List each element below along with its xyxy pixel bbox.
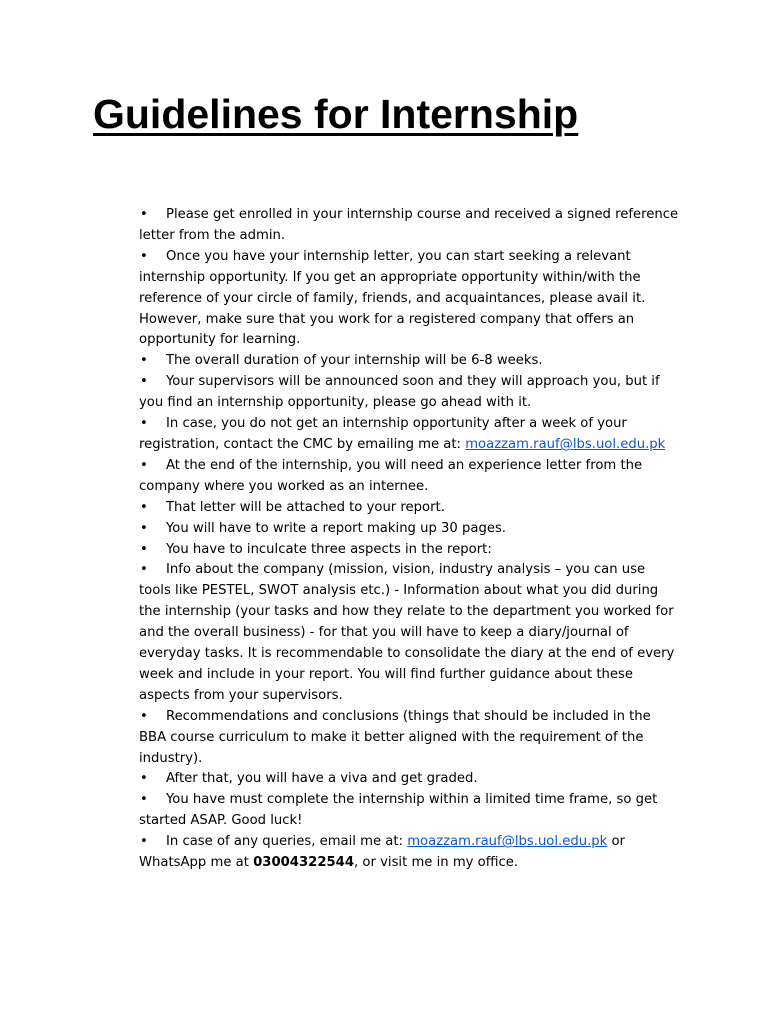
list-item (139, 540, 679, 561)
list-item-text: Recommendations and conclusions (things that should be included in the BBA course curriculum to make it better aligned with the requirement of the industry). (139, 708, 651, 766)
list-item (139, 351, 679, 372)
bullet-icon: • (140, 520, 148, 536)
bullet-icon: • (140, 708, 148, 724)
list-item (139, 790, 679, 832)
bullet-icon: • (140, 834, 148, 850)
bullet-icon: • (140, 792, 148, 808)
list-item-text: Info about the company (mission, vision, industry analysis – you can use tools like PESTEL, SWOT analysis etc.) - Information about what you did during the internship (your tasks and how they relate to the department you worked for and the overall business) - for that you will have to keep a diary/journal of everyday tasks. It is recommendable to consolidate the diary at the end of every week and include in your report. You will find further guidance about these aspects from your supervisors. (139, 562, 675, 703)
bullet-icon: • (140, 562, 148, 578)
list-item (139, 769, 679, 790)
list-item-text: Please get enrolled in your internship course and received a signed reference letter from the admin. (139, 207, 679, 243)
guidelines-list (139, 205, 679, 874)
list-item-text: You have to inculcate three aspects in the report: (166, 541, 492, 557)
page-title: Guidelines for Internship (93, 91, 579, 137)
list-item (139, 414, 679, 456)
list-item-text: At the end of the internship, you will need an experience letter from the company where you worked as an internee. (139, 457, 643, 494)
whatsapp-phone-number: 03004322544 (253, 855, 355, 871)
list-item-text: Your supervisors will be announced soon and they will approach you, but if you find an internship opportunity, please go ahead with it. (139, 374, 660, 411)
bullet-icon: • (140, 353, 148, 369)
contact-prefix-text: In case of any queries, email me at: (166, 834, 403, 850)
list-item (139, 560, 679, 706)
bullet-icon: • (140, 416, 148, 432)
list-item-text: That letter will be attached to your report. (166, 499, 445, 515)
list-item (139, 372, 679, 414)
list-item (139, 519, 679, 540)
contact-middle-text: or WhatsApp me at (139, 834, 625, 871)
bullet-icon: • (140, 207, 148, 222)
list-item-text: Once you have your internship letter, you can start seeking a relevant internship opportunity. If you get an appropriate opportunity within/with the reference of your circle of family, friends, and acquaintances, please avail it. However, make sure that you work for a registered company that offers an opportunity for learning. (139, 248, 646, 348)
list-item (139, 205, 679, 247)
bullet-icon: • (140, 248, 148, 264)
list-item-text: You have must complete the internship within a limited time frame, so get started ASAP. Good luck! (139, 792, 658, 829)
list-item (139, 456, 679, 498)
bullet-icon: • (140, 541, 148, 557)
list-item (139, 247, 679, 352)
bullet-icon: • (140, 499, 148, 515)
bullet-icon: • (140, 374, 148, 390)
contact-suffix-text: , or visit me in my office. (354, 855, 519, 871)
list-item-contact (139, 832, 679, 874)
list-item (139, 707, 679, 770)
queries-email-link[interactable]: moazzam.rauf@lbs.uol.edu.pk (407, 834, 608, 850)
list-item-text: You will have to write a report making up 30 pages. (166, 520, 507, 536)
list-item-text: The overall duration of your internship will be 6-8 weeks. (166, 353, 543, 369)
list-item-text: After that, you will have a viva and get graded. (166, 771, 478, 787)
list-item (139, 498, 679, 519)
bullet-icon: • (140, 771, 148, 787)
cmc-email-link[interactable]: moazzam.rauf@lbs.uol.edu.pk (465, 436, 666, 452)
list-item-text: In case, you do not get an internship opportunity after a week of your registration, contact the CMC by emailing me at: (139, 416, 627, 452)
bullet-icon: • (140, 457, 148, 473)
